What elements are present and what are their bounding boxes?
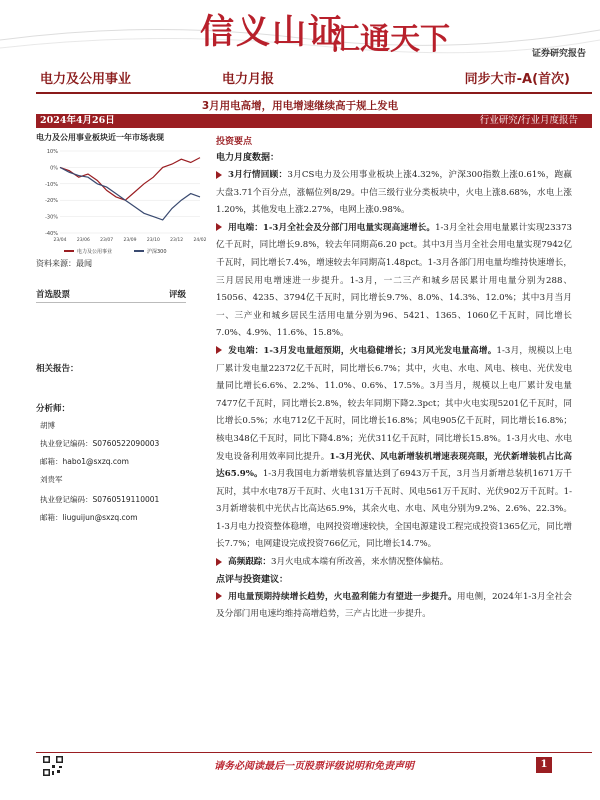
top-banner: [0, 0, 600, 62]
x-tick-label: 24/02: [193, 238, 206, 243]
report-category: 行业研究/行业月度报告: [479, 115, 578, 126]
y-tick-label: -40%: [45, 231, 58, 237]
report-date: 2024年4月26日: [40, 115, 115, 126]
p2-lead: 用电端：1-3月全社会及分部门用电量实现高速增长。: [228, 222, 436, 233]
x-tick-label: 23/04: [53, 238, 67, 243]
analyst1-name: 胡博: [40, 421, 55, 430]
p3-text: 1-3月，规模以上电厂累计发电量22372亿千瓦时，同比增长6.7%；其中，火电、水电、风电、核电、光伏发电量同比增长6.6%、2.2%、11.0%、0.6%、17.5%。3月当月，规模以上电厂累计发电量7477亿千瓦时，同比增长2.8%，较去年同期下降2.3pct；其中火电实现5201亿千瓦时，同比增长0.5%；水电712亿千瓦时，同比增长16.8%；风电905亿千瓦时，同比增长16.8%；核电348亿千瓦时，同比下降4.8%；光伏311亿千瓦时，同比增长15.8%。1-3月火电、水电发电设备利用效率同比提升。: [216, 345, 572, 462]
brand-right: 汇通天下: [330, 22, 450, 57]
paragraph-advice: [216, 589, 572, 624]
chart-svg: [36, 147, 206, 271]
paragraph-generation: [216, 343, 572, 554]
related-reports: [36, 362, 186, 376]
sector-title: 电力及公用事业: [40, 72, 132, 87]
date-bar: [36, 114, 592, 128]
series-line: [60, 167, 200, 220]
analysts-label: [36, 402, 186, 416]
series-line: [60, 158, 200, 201]
related-reports-label: 相关报告：: [36, 364, 79, 374]
p2-text: 1-3月全社会用电量累计实现23373亿千瓦时，同比增长9.8%，较去年同期高6.20 pct。其中3月当月全社会用电量实现7942亿千瓦时，同比增长7.4%，增速较去年同期高1.48pct。1-3月各部门用电量均维持快速增长，三月居民用电增速进一步提升。1-3月，一二三产和城乡居民累计用电量分别为288、15056、4235、3794亿千瓦时，同比增长9.7%、8.0%、14.3%、12.0%；其中3月当月一、三产业和城乡居民生活用电量分别为96、5421、1365、1060亿千瓦时，同比增长7.0%、4.9%、11.6%、15.8%。: [216, 222, 573, 339]
x-tick-label: 23/06: [76, 238, 90, 243]
analyst2-cert: 执业登记编码：S0760519110001: [40, 495, 160, 504]
bullet-arrow-icon: [216, 558, 222, 566]
p5-lead: 用电量预期持续增长趋势，火电盈利能力有望进一步提升。: [228, 591, 457, 602]
p3-lead: 发电端：1-3月发电量超预期，火电稳健增长；3月风光发电量高增。: [228, 345, 497, 356]
page-number: 1: [536, 757, 552, 773]
analyst1-cert: 执业登记编码：S0760522090003: [40, 439, 160, 448]
p1-lead: 3月行情回顾：: [228, 170, 288, 180]
analyst2-email[interactable]: 邮箱：liuguijun@sxzq.com: [40, 513, 138, 522]
y-tick-label: -10%: [45, 181, 58, 188]
chart-source: 资料来源：最闻: [36, 259, 92, 268]
p5-text: 用电侧，2024年1-3月全社会及分部门用电速均维持高增趋势，三产占比进一步提升。: [216, 591, 572, 620]
header-rule: [36, 92, 592, 94]
bullet-arrow-icon: [216, 223, 222, 231]
p1-text: 3月CS电力及公用事业板块上涨4.32%，沪深300指数上涨0.61%，跑赢大盘3.71个百分点，涨幅位列8/29。中信三级行业分类板块中，火电上涨8.68%，水电上涨1.20%，其他发电上涨2.27%，电网上涨0.98%。: [216, 170, 573, 216]
advice-heading: 点评与投资建议：: [216, 574, 289, 585]
paragraph-market-review: [216, 167, 572, 220]
report-subtitle: 3月用电高增，用电增速继续高于规上发电: [201, 100, 399, 112]
p3-lead2: 1-3月光伏、风电新增装机增速表现亮眼，光伏新增装机占比高达65.9%。: [216, 451, 572, 480]
header-row: [0, 68, 600, 90]
stock-picks-header: [36, 288, 186, 303]
research-label: 证券研究报告: [531, 49, 586, 59]
report-type: 电力月报: [222, 72, 275, 87]
x-tick-label: 23/12: [170, 238, 184, 243]
x-tick-label: 23/10: [146, 238, 160, 243]
investment-points-heading: 投资要点: [216, 137, 253, 147]
y-tick-label: 0%: [50, 165, 58, 172]
picks-label: 首选股票: [36, 290, 71, 300]
p3-text2: 1-3月我国电力新增装机容量达到了6943万千瓦，3月当月新增总装机1671万千瓦时，其中水电78万千瓦时、火电131万千瓦时、风电561万千瓦时、光伏902万千瓦时。1-3月新增装机中光伏占比高达65.9%，其余火电、水电、风电分别为9.2%、2.6%、22.3%。1-3月电力投资整体稳增，电网投资增速较快，全国电源建设工程完成投资1365亿元，同比增长7.7%；电网建设完成投资766亿元，同比增长14.7%。: [216, 469, 572, 550]
y-tick-label: -20%: [45, 198, 58, 205]
legend-label: 沪深300: [147, 249, 167, 255]
y-tick-label: -30%: [45, 214, 58, 221]
paragraph-consumption: [216, 220, 572, 343]
chart-title: 电力及公用事业板块近一年市场表现: [36, 133, 164, 142]
p4-text: 3月火电成本端有所改善，来水情况整体偏枯。: [270, 557, 449, 568]
p4-lead: 高频跟踪：: [228, 557, 271, 568]
analyst1-email[interactable]: 邮箱：habo1@sxzq.com: [40, 457, 129, 466]
bullet-arrow-icon: [216, 346, 222, 354]
x-tick-label: 23/07: [100, 238, 114, 243]
performance-chart: [36, 147, 206, 275]
monthly-data-heading: 电力月度数据：: [216, 153, 280, 163]
y-tick-label: 10%: [46, 149, 58, 155]
picks-rating-label: 评级: [168, 290, 186, 300]
brand-left: 信义山证: [200, 12, 344, 52]
bullet-arrow-icon: [216, 171, 222, 179]
legend-label: 电力及公用事业: [77, 249, 113, 255]
footer: [36, 752, 592, 776]
left-column: [36, 130, 206, 275]
analysts-title: 分析师：: [36, 404, 71, 414]
disclaimer: 请务必阅读最后一页股票评级说明和免责声明: [214, 761, 414, 772]
bullet-arrow-icon: [216, 592, 222, 600]
analyst2-name: 刘贵军: [40, 475, 63, 484]
paragraph-tracking: [216, 554, 572, 572]
rating: 同步大市-A(首次): [464, 72, 570, 87]
main-content: [216, 134, 572, 624]
x-tick-label: 23/09: [123, 238, 137, 243]
